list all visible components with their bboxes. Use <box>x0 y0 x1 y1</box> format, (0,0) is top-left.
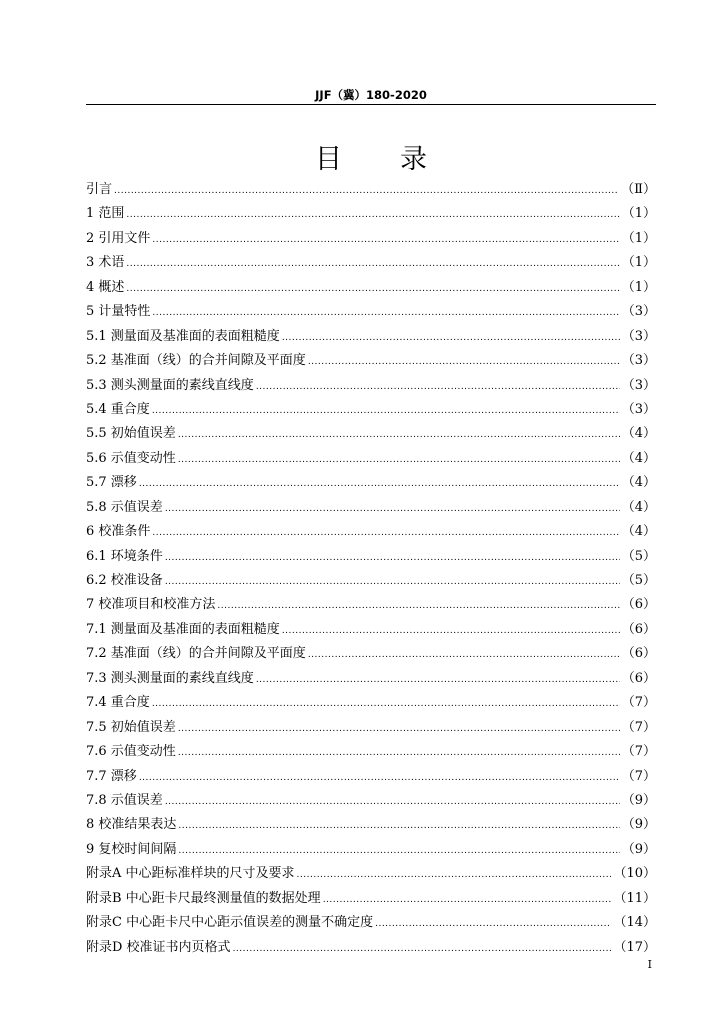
toc-dot-leader <box>165 790 620 814</box>
toc-entry-page: （7） <box>621 768 656 784</box>
toc-entry-label: 2 引用文件 <box>86 230 151 246</box>
toc-entry-label: 5.2 基准面（线）的合并间隙及平面度 <box>86 353 306 369</box>
toc-entry-label: 附录D 校准证书内页格式 <box>86 939 231 955</box>
toc-entry[interactable] <box>86 251 656 275</box>
toc-dot-leader <box>178 741 620 765</box>
toc-entry-page: （17） <box>613 939 656 955</box>
toc-entry-page: （4） <box>621 524 656 540</box>
toc-entry[interactable] <box>86 520 656 544</box>
toc-entry-label: 7.6 示值变动性 <box>86 744 176 760</box>
toc-dot-leader <box>165 497 620 521</box>
toc-entry-label: 9 复校时间间隔 <box>86 841 177 857</box>
toc-entry-page: （9） <box>621 817 656 833</box>
toc-entry-page: （3） <box>621 377 656 393</box>
toc-entry-label: 附录C 中心距卡尺中心距示值误差的测量不确定度 <box>86 915 374 931</box>
toc-entry[interactable] <box>86 838 656 862</box>
toc-entry-page: （5） <box>621 573 656 588</box>
toc-entry[interactable] <box>86 813 656 837</box>
toc-title <box>86 140 656 180</box>
toc-entry-page: （6） <box>621 597 656 613</box>
toc-dot-leader <box>139 766 620 790</box>
toc-entry-page: （14） <box>613 915 656 931</box>
toc-entry[interactable] <box>86 447 656 471</box>
toc-dot-leader <box>308 350 620 374</box>
toc-entry-page: （4） <box>621 450 656 466</box>
toc-entry-page: （1） <box>621 230 656 246</box>
toc-entry-label: 3 术语 <box>86 255 125 271</box>
toc-dot-leader <box>256 668 620 692</box>
toc-entry-page: （3） <box>621 401 656 417</box>
toc-entry[interactable] <box>86 178 656 202</box>
toc-entry-label: 5.1 测量面及基准面的表面粗糙度 <box>86 328 280 344</box>
toc-entry-label: 6.2 校准设备 <box>86 573 163 588</box>
toc-dot-leader <box>126 277 619 301</box>
toc-dot-leader <box>139 472 620 496</box>
toc-entry-page: （1） <box>621 206 656 222</box>
toc-entry-label: 5.7 漂移 <box>86 475 137 491</box>
toc-entry-label: 6.1 环境条件 <box>86 548 163 564</box>
toc-entry-label: 7.1 测量面及基准面的表面粗糙度 <box>86 621 280 637</box>
toc-entry-label: 引言 <box>86 182 113 197</box>
header-divider <box>86 104 656 105</box>
toc-entry[interactable] <box>86 716 656 740</box>
toc-entry-label: 附录A 中心距标准样块的尺寸及要求 <box>86 866 295 882</box>
toc-entry[interactable] <box>86 471 656 495</box>
toc-entry-label: 附录B 中心距卡尺最终测量值的数据处理 <box>86 890 321 906</box>
toc-entry[interactable] <box>86 691 656 715</box>
toc-entry-label: 5.8 示值误差 <box>86 499 163 515</box>
toc-entry[interactable] <box>86 398 656 422</box>
toc-entry[interactable] <box>86 202 656 226</box>
toc-entry[interactable] <box>86 593 656 617</box>
toc-entry-label: 7 校准项目和校准方法 <box>86 597 216 613</box>
toc-dot-leader <box>178 717 620 741</box>
toc-dot-leader <box>152 692 620 716</box>
toc-entry-page: （Ⅱ） <box>621 182 656 197</box>
toc-entry-label: 7.5 初始值误差 <box>86 719 176 735</box>
toc-entry[interactable] <box>86 227 656 251</box>
toc-entry-page: （9） <box>621 841 656 857</box>
toc-entry-page: （11） <box>613 890 656 906</box>
toc-entry[interactable] <box>86 789 656 813</box>
toc-entry[interactable] <box>86 740 656 764</box>
toc-title-part2: 录 <box>400 144 427 175</box>
toc-dot-leader <box>282 326 620 350</box>
toc-entry[interactable] <box>86 569 656 593</box>
toc-entry-label: 7.8 示值误差 <box>86 792 163 808</box>
toc-entry-label: 8 校准结果表达 <box>86 817 177 833</box>
toc-dot-leader <box>152 521 619 545</box>
toc-dot-leader <box>178 448 620 472</box>
toc-dot-leader <box>217 594 619 618</box>
toc-entry-page: （7） <box>621 719 656 735</box>
toc-dot-leader <box>126 203 619 227</box>
toc-entry[interactable] <box>86 545 656 569</box>
toc-entry-page: （7） <box>621 695 656 711</box>
toc-entry[interactable] <box>86 667 656 691</box>
toc-dot-leader <box>165 570 620 594</box>
document-header: JJF（冀）180-2020 <box>315 88 427 102</box>
toc-entry-page: （4） <box>621 475 656 491</box>
toc-dot-leader <box>152 399 620 423</box>
toc-entry-page: （3） <box>621 353 656 369</box>
toc-entry-label: 4 概述 <box>86 279 125 295</box>
toc-dot-leader <box>282 619 620 643</box>
toc-entry[interactable] <box>86 618 656 642</box>
toc-entry-label: 6 校准条件 <box>86 524 151 540</box>
toc-title-part1: 目 <box>315 144 342 175</box>
toc-entry-label: 5.5 初始值误差 <box>86 426 176 442</box>
toc-entry-page: （5） <box>621 548 656 564</box>
toc-entry-page: （6） <box>621 621 656 637</box>
toc-entry-label: 1 范围 <box>86 206 125 222</box>
toc-entry[interactable] <box>86 887 656 911</box>
toc-entry-label: 7.3 测头测量面的素线直线度 <box>86 670 254 686</box>
toc-entry[interactable] <box>86 936 656 960</box>
toc-entry-page: （4） <box>621 499 656 515</box>
toc-dot-leader <box>323 888 612 912</box>
toc-entry-page: （1） <box>621 279 656 295</box>
toc-dot-leader <box>152 228 619 252</box>
toc-dot-leader <box>256 375 620 399</box>
toc-dot-leader <box>178 839 619 863</box>
toc-entry-page: （1） <box>621 255 656 271</box>
toc-entry-page: （9） <box>621 792 656 808</box>
toc-entry-label: 7.4 重合度 <box>86 695 150 711</box>
toc-entry[interactable] <box>86 325 656 349</box>
toc-entry-page: （3） <box>621 304 656 320</box>
toc-entry-label: 5.4 重合度 <box>86 401 150 417</box>
toc-dot-leader <box>308 643 620 667</box>
page-number: I <box>647 958 652 971</box>
toc-entry-label: 5.3 测头测量面的素线直线度 <box>86 377 254 393</box>
toc-dot-leader <box>375 912 611 936</box>
toc-entry-label: 7.7 漂移 <box>86 768 137 784</box>
toc-entry-page: （10） <box>613 866 656 882</box>
toc-entry[interactable] <box>86 911 656 935</box>
toc-dot-leader <box>126 252 619 276</box>
toc-dot-leader <box>297 863 612 887</box>
toc-entry-page: （6） <box>621 670 656 686</box>
toc-entry[interactable] <box>86 496 656 520</box>
toc-entry-page: （3） <box>621 328 656 344</box>
toc-entry-label: 5.6 示值变动性 <box>86 450 176 466</box>
toc-entry-page: （6） <box>621 646 656 662</box>
toc-entry[interactable] <box>86 642 656 666</box>
toc-entry-page: （4） <box>621 426 656 442</box>
toc-entry[interactable] <box>86 349 656 373</box>
table-of-contents <box>86 178 656 960</box>
toc-entry-label: 7.2 基准面（线）的合并间隙及平面度 <box>86 646 306 662</box>
toc-entry[interactable] <box>86 374 656 398</box>
toc-entry-page: （7） <box>621 744 656 760</box>
toc-entry[interactable] <box>86 276 656 300</box>
toc-entry[interactable] <box>86 300 656 324</box>
toc-dot-leader <box>178 423 620 447</box>
toc-entry[interactable] <box>86 862 656 886</box>
toc-entry-label: 5 计量特性 <box>86 304 151 320</box>
toc-entry[interactable] <box>86 765 656 789</box>
toc-dot-leader <box>165 546 620 570</box>
toc-entry[interactable] <box>86 422 656 446</box>
toc-dot-leader <box>114 179 619 203</box>
toc-dot-leader <box>178 814 619 838</box>
toc-dot-leader <box>152 301 619 325</box>
